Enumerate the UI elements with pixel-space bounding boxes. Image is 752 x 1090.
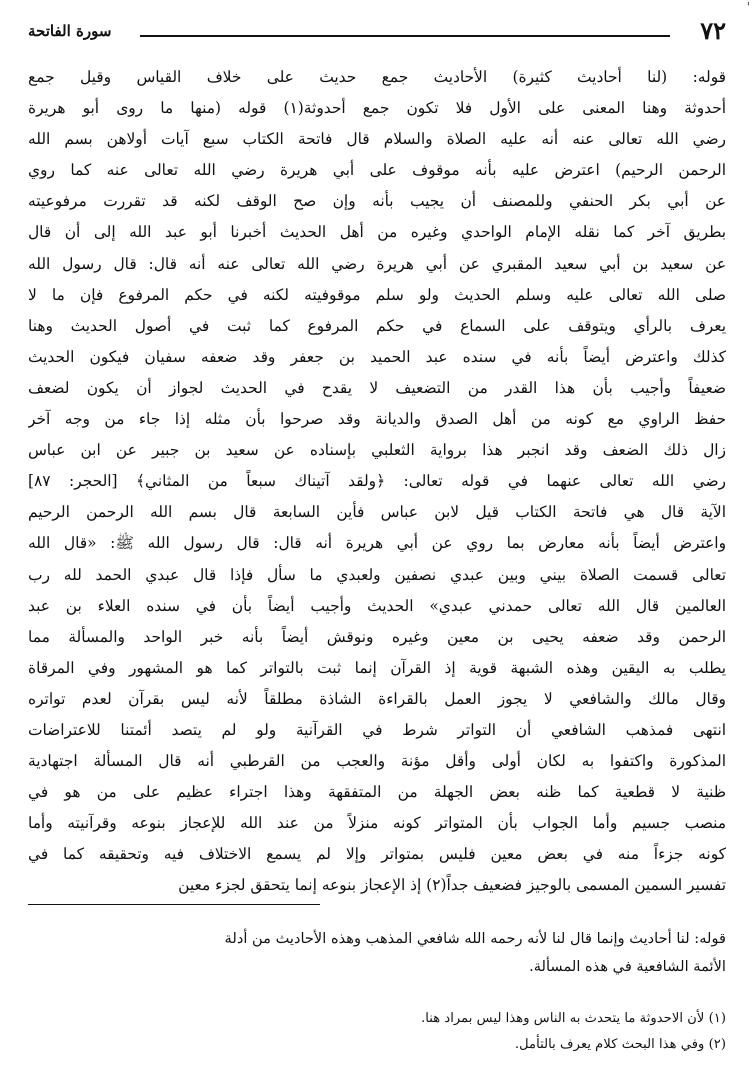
main-text-line — [28, 528, 726, 559]
text-segment: تعالى قسمت الصلاة بيني وبين عبدي نصفين ولعبدي ما سأل فإذا قال عبدي الحمد لله رب — [28, 565, 726, 584]
text-segment: المذكورة واكتفوا به لكان أولى وأقل مؤنة والعجب من القرطبي أنه قال المسألة اجتهادية — [28, 752, 726, 771]
main-text-line — [28, 155, 726, 186]
text-segment: كونه جزءاً منه في بعض معين فليس بمتواتر وإلا لم يسمع الاختلاف فيه وتحقيقه كما في — [28, 845, 726, 864]
text-segment: الأحاديث جمع حديث على خلاف القياس وقيل جمع — [28, 68, 513, 86]
main-text-line — [28, 373, 726, 404]
main-text-line — [28, 808, 726, 839]
bold-text-segment: قوله: (لنا أحاديث كثيرة) — [512, 68, 726, 86]
main-text-line — [28, 622, 726, 653]
main-text-line — [28, 715, 726, 746]
main-text-line — [28, 404, 726, 435]
main-text-line — [28, 93, 726, 124]
main-text-line — [28, 839, 726, 870]
header-rule — [140, 35, 670, 37]
text-segment: لنا أحاديث وإنما قال لنا لأنه رحمه الله شافعي المذهب وهذه الأحاديث من أدلة — [224, 930, 690, 947]
text-segment: ضعيفاً وأجيب بأن هذا القدر من التضعيف لا يقدح في الحديث لجواز أن يكون لضعف — [28, 378, 726, 397]
text-segment: منصب جسيم وأما الجواب بأن المتواتر كونه منزلاً من عند الله للإعجاز بنوعه وقرآنيته وأما — [28, 814, 726, 833]
text-segment: (٢) — [426, 876, 447, 895]
bold-text-segment: الرحمن الرحيم) — [615, 161, 726, 180]
text-segment: انتهى فمذهب الشافعي أن التواتر شرط في القرآنية ولو لم يتصد أئمتنا للاعتراضات — [28, 720, 726, 739]
text-segment: عن سعيد بن أبي سعيد المقبري عن أبي هريرة رضي الله تعالى عنه أنه قال: قال رسول الله — [28, 254, 726, 273]
text-segment: صلى الله تعالى عليه وسلم الحديث ولو سلم موقوفيته لكنه في حكم المرفوع فإن ما لا — [28, 285, 726, 304]
main-text-line — [28, 591, 726, 622]
main-text-line — [28, 249, 726, 280]
text-segment: يعرف بالرأي ويتوقف على السماع في حكم المرفوع كما ثبت في أصول الحديث وهنا — [28, 316, 726, 335]
text-segment: رضي الله تعالى عنهما في قوله تعالى: ﴿ولقد آتيناك سبعاً من المثاني﴾ [الحجر: ٨٧] — [28, 472, 726, 491]
footnote-separator — [28, 904, 320, 905]
footnotes — [28, 1006, 726, 1058]
main-text-line — [28, 342, 726, 373]
main-text-line — [28, 311, 726, 342]
footnote: (٢) وفي هذا البحث كلام يعرف بالتأمل. — [514, 1037, 726, 1052]
main-text-line — [28, 466, 726, 497]
text-segment: اعترض عليه بأنه موقوف على أبي هريرة رضي الله تعالى عنه كما روي — [28, 161, 616, 180]
main-text-line — [28, 62, 726, 93]
footnote: (١) لأن الاحدوثة ما يتحدث به الناس وهذا ليس بمراد هنا. — [421, 1011, 726, 1026]
text-segment: وقال مالك والشافعي لا يجوز العمل بالقراءة الشاذة مطلقاً لأنه ليس بقرآن لعدم تواتره — [28, 689, 726, 708]
text-segment: أحدوثة وهنا المعنى على الأول فلا تكون جمع أحدوثة — [303, 99, 726, 118]
text-segment: واعترض أيضاً بأنه معارض بما روي عن أبي هريرة أنه قال: قال رسول الله ﷺ: «قال الله — [28, 534, 726, 553]
text-segment: كذلك واعترض أيضاً بأنه في سنده عبد الحميد بن جعفر وقد ضعفه سفيان فيكون الحديث — [28, 347, 726, 366]
running-title: سورة الفاتحة — [28, 22, 112, 40]
text-segment: بطريق آخر كما نقله الإمام الواحدي وغيره من أهل الحديث أخبرنا أبو عبد الله إلى أن قال — [28, 223, 726, 242]
text-segment: عن أبي بكر الحنفي وللمصنف أن يجيب بأنه وإن صح الوقف لكنه قد تقررت مرفوعيته — [28, 192, 726, 211]
bold-text-segment: (منها ما روى أبو هريرة — [28, 99, 221, 118]
main-text-line — [28, 870, 726, 901]
page-header — [28, 8, 726, 48]
main-text-line — [28, 746, 726, 777]
main-text-line — [28, 435, 726, 466]
commentary-line — [28, 925, 726, 953]
main-text-line — [28, 497, 726, 528]
corner-mark: ' — [746, 0, 750, 14]
text-segment: حفظ الراوي مع كونه من أهل الصدق والديانة وقد صرحوا بأن مثله إذا جاء من وجه آخر — [28, 410, 726, 429]
page-number: ٧٢ — [700, 16, 726, 45]
text-segment: الآية قال هي فاتحة الكتاب قيل لابن عباس فأين السابعة قال بسم الله الرحمن الرحيم — [28, 503, 726, 522]
text-segment: قوله — [220, 99, 284, 118]
text-segment: تفسير السمين المسمى بالوجيز فضعيف جداً — [446, 876, 726, 895]
bold-text-segment: قوله: — [689, 930, 726, 947]
text-segment: الأئمة الشافعية في هذه المسألة. — [529, 958, 726, 975]
main-text-line — [28, 653, 726, 684]
text-segment: العالمين قال الله تعالى حمدني عبدي» الحديث وأجيب أيضاً بأن في سنده العلاء بن عبد — [28, 596, 726, 615]
text-segment: الرحمن وقد ضعفه يحيى بن معين وغيره ونوقش أيضاً بأنه خبر الواحد والمسألة مما — [28, 627, 726, 646]
main-text-line — [28, 186, 726, 217]
main-text-line — [28, 280, 726, 311]
text-segment: زال ذلك الضعف وقد انجبر هذا برواية الثعلبي بإسناده عن سعيد بن جبير عن ابن عباس — [28, 441, 726, 460]
text-segment: يطلب به اليقين وهذه الشبهة قوية إذ القرآن إنما ثبت بالتواتر كما هو المشهور وفي المرقاة — [28, 658, 726, 677]
text-segment: إذ الإعجاز بنوعه إنما يتحقق لجزء معين — [178, 876, 427, 895]
bold-text-segment: رضي الله تعالى عنه أنه عليه الصلاة والسلام قال فاتحة الكتاب سبع آيات أولاهن بسم الله — [28, 130, 726, 149]
text-segment: ظنية لا قطعية كما ظنه بعض الجهلة من المتفقهة وهذا اجتراء عظيم على من هو في — [28, 783, 726, 802]
main-text-line — [28, 217, 726, 248]
main-text-line — [28, 124, 726, 155]
commentary-block — [28, 925, 726, 981]
main-text — [28, 62, 726, 902]
commentary-line — [28, 953, 726, 981]
text-segment: (١) — [283, 99, 304, 118]
main-text-line — [28, 560, 726, 591]
main-text-line — [28, 777, 726, 808]
main-text-line — [28, 684, 726, 715]
